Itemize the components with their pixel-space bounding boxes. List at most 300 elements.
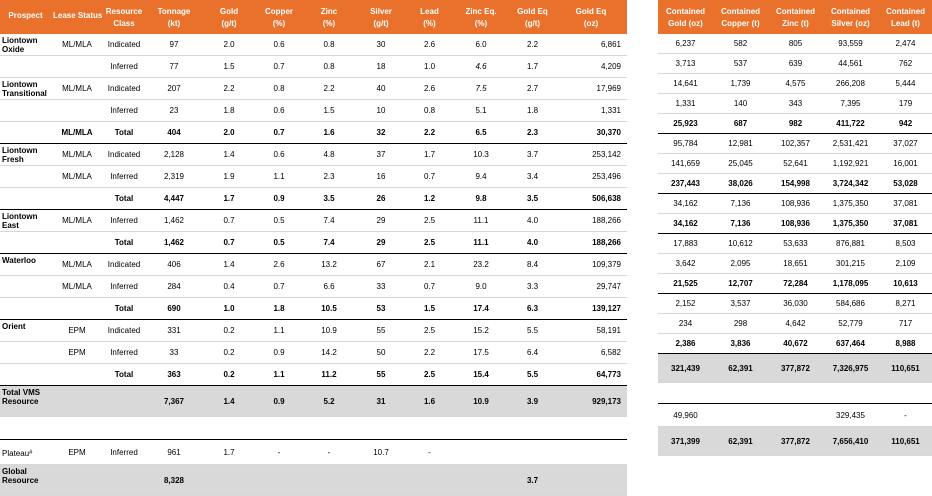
cell-gold-eq-gt: 1.7	[510, 56, 555, 78]
cell-copper: 0.7	[255, 56, 303, 78]
column-header-unit: (%)	[272, 18, 286, 28]
cell-copper	[255, 465, 303, 496]
cell-gold: 0.2	[203, 320, 255, 342]
table-row	[658, 214, 932, 234]
cell-gold-eq-oz: 64,773	[555, 364, 627, 386]
column-header	[407, 0, 452, 34]
column-header-name: Silver	[370, 6, 392, 16]
cell-c-lead: 2,109	[878, 254, 932, 274]
cell-gold-eq-oz	[555, 417, 627, 440]
cell-gold: 1.9	[203, 166, 255, 188]
cell-gold: 1.0	[203, 298, 255, 320]
cell-tonnage: 284	[145, 276, 203, 298]
cell-gold: 2.2	[203, 78, 255, 100]
column-header	[713, 0, 768, 34]
cell-zinc: 10.9	[303, 320, 355, 342]
cell-gold-eq-oz: 1,331	[555, 100, 627, 122]
cell-c-gold: 14,641	[658, 74, 713, 94]
column-header-name: Tonnage	[157, 6, 191, 16]
column-header-name: Gold	[219, 6, 239, 16]
table-row	[0, 56, 627, 78]
cell-tonnage: 4,447	[145, 188, 203, 210]
cell-gold: 1.7	[203, 440, 255, 465]
table-row	[0, 276, 627, 298]
cell-c-gold	[658, 383, 713, 404]
cell-gold: 1.4	[203, 144, 255, 166]
cell-copper: 2.6	[255, 254, 303, 276]
cell-zinc: 2.2	[303, 78, 355, 100]
cell-silver	[355, 417, 407, 440]
cell-class	[103, 386, 145, 417]
column-header-unit: (%)	[322, 18, 336, 28]
cell-tonnage: 23	[145, 100, 203, 122]
cell-c-zinc: 102,357	[768, 134, 823, 154]
cell-class: Indicated	[103, 320, 145, 342]
cell-c-lead: 37,027	[878, 134, 932, 154]
cell-lease: ML/MLA	[51, 166, 103, 188]
cell-silver: 29	[355, 232, 407, 254]
cell-gold-eq-gt: 4.0	[510, 232, 555, 254]
cell-class: Indicated	[103, 254, 145, 276]
cell-c-zinc: 108,936	[768, 214, 823, 234]
column-header	[555, 0, 627, 34]
table-row	[658, 334, 932, 354]
cell-zinc	[303, 417, 355, 440]
cell-lease: ML/MLA	[51, 276, 103, 298]
column-header-name: Resource	[105, 6, 143, 16]
cell-lease	[51, 298, 103, 320]
cell-zinc: 0.8	[303, 34, 355, 56]
cell-zinc-eq	[452, 440, 510, 465]
cell-class: Indicated	[103, 78, 145, 100]
cell-c-silver: 637,464	[823, 334, 878, 354]
cell-lead: 0.7	[407, 166, 452, 188]
cell-c-gold: 49,960	[658, 404, 713, 427]
column-header-unit: Copper (t)	[721, 18, 760, 28]
cell-lead: 2.2	[407, 342, 452, 364]
cell-gold-eq-oz	[555, 440, 627, 465]
cell-zinc-eq: 15.4	[452, 364, 510, 386]
column-header-name: Zinc Eq.	[465, 6, 497, 16]
cell-c-lead	[878, 383, 932, 404]
cell-lease: EPM	[51, 342, 103, 364]
cell-zinc-eq: 17.5	[452, 342, 510, 364]
table-row	[0, 210, 627, 232]
cell-prospect	[0, 100, 51, 122]
cell-tonnage: 404	[145, 122, 203, 144]
cell-c-zinc: 108,936	[768, 194, 823, 214]
cell-c-zinc: 377,872	[768, 354, 823, 383]
cell-gold-eq-oz: 4,209	[555, 56, 627, 78]
cell-silver: 32	[355, 122, 407, 144]
cell-lease: ML/MLA	[51, 122, 103, 144]
cell-lead: 1.2	[407, 188, 452, 210]
cell-copper: 0.6	[255, 34, 303, 56]
cell-c-copper: 38,026	[713, 174, 768, 194]
column-header-unit: (oz)	[583, 18, 599, 28]
cell-zinc: 13.2	[303, 254, 355, 276]
table-row	[0, 320, 627, 342]
table-row	[658, 194, 932, 214]
cell-c-copper: 62,391	[713, 354, 768, 383]
column-header-name: Copper	[265, 6, 293, 16]
column-header	[145, 0, 203, 34]
cell-class: Inferred	[103, 210, 145, 232]
cell-c-silver: 266,208	[823, 74, 878, 94]
cell-c-zinc: 18,651	[768, 254, 823, 274]
cell-c-gold: 3,642	[658, 254, 713, 274]
cell-c-lead: 110,651	[878, 354, 932, 383]
cell-gold-eq-gt: 3.5	[510, 188, 555, 210]
table-row	[0, 417, 627, 440]
cell-zinc: 5.2	[303, 386, 355, 417]
cell-zinc: 4.8	[303, 144, 355, 166]
cell-c-lead: 762	[878, 54, 932, 74]
cell-lead: 2.2	[407, 122, 452, 144]
cell-c-lead: 717	[878, 314, 932, 334]
column-header-name: Lead	[420, 6, 439, 16]
cell-c-silver: 584,686	[823, 294, 878, 314]
table-row	[0, 298, 627, 320]
cell-c-gold: 17,883	[658, 234, 713, 254]
cell-gold	[203, 417, 255, 440]
cell-zinc: 3.5	[303, 188, 355, 210]
column-header	[823, 0, 878, 34]
cell-class: Inferred	[103, 276, 145, 298]
cell-c-silver	[823, 383, 878, 404]
cell-c-gold: 34,162	[658, 194, 713, 214]
cell-gold-eq-gt: 1.8	[510, 100, 555, 122]
cell-c-gold: 141,659	[658, 154, 713, 174]
cell-c-gold: 237,443	[658, 174, 713, 194]
column-header-name: Contained	[720, 6, 761, 16]
cell-tonnage: 1,462	[145, 232, 203, 254]
cell-c-silver: 301,215	[823, 254, 878, 274]
cell-c-gold: 2,152	[658, 294, 713, 314]
table-row	[0, 364, 627, 386]
cell-lease	[51, 188, 103, 210]
column-header-unit: Zinc (t)	[782, 18, 809, 28]
table-header-row	[0, 0, 627, 34]
cell-zinc-eq: 5.1	[452, 100, 510, 122]
cell-lease: ML/MLA	[51, 144, 103, 166]
table-row	[658, 134, 932, 154]
cell-gold	[203, 465, 255, 496]
cell-class: Total	[103, 188, 145, 210]
cell-tonnage: 77	[145, 56, 203, 78]
cell-c-copper: 7,136	[713, 214, 768, 234]
cell-silver: 31	[355, 386, 407, 417]
column-header-name: Gold Eq	[575, 6, 607, 16]
cell-tonnage: 363	[145, 364, 203, 386]
cell-c-gold: 234	[658, 314, 713, 334]
cell-silver: 50	[355, 342, 407, 364]
cell-class: Indicated	[103, 144, 145, 166]
cell-c-silver: 93,559	[823, 34, 878, 54]
cell-c-gold: 6,237	[658, 34, 713, 54]
cell-gold-eq-gt: 3.9	[510, 386, 555, 417]
cell-c-copper: 12,707	[713, 274, 768, 294]
cell-gold-eq-oz: 58,191	[555, 320, 627, 342]
cell-copper: 0.6	[255, 144, 303, 166]
cell-c-zinc: 52,641	[768, 154, 823, 174]
cell-c-gold: 21,525	[658, 274, 713, 294]
column-header	[51, 0, 103, 34]
cell-zinc-eq	[452, 417, 510, 440]
cell-class: Total	[103, 364, 145, 386]
column-header-unit: (g/t)	[221, 18, 237, 28]
cell-c-silver: 1,192,921	[823, 154, 878, 174]
cell-silver: 37	[355, 144, 407, 166]
cell-silver: 10.7	[355, 440, 407, 465]
cell-c-zinc: 72,284	[768, 274, 823, 294]
cell-prospect: Liontown East	[0, 210, 51, 232]
table-row	[0, 144, 627, 166]
cell-c-silver: 876,881	[823, 234, 878, 254]
cell-c-silver: 1,178,095	[823, 274, 878, 294]
cell-gold: 1.4	[203, 386, 255, 417]
cell-gold-eq-gt	[510, 440, 555, 465]
cell-lead: 2.1	[407, 254, 452, 276]
cell-lead: 1.7	[407, 144, 452, 166]
cell-c-zinc: 40,672	[768, 334, 823, 354]
table-row	[0, 122, 627, 144]
cell-c-lead: 37,081	[878, 214, 932, 234]
column-header-name: Contained	[775, 6, 816, 16]
cell-lease	[51, 417, 103, 440]
cell-c-gold: 371,399	[658, 427, 713, 456]
cell-c-gold: 1,331	[658, 94, 713, 114]
table-row	[658, 234, 932, 254]
column-header-unit: (%)	[474, 18, 488, 28]
cell-prospect	[0, 232, 51, 254]
cell-lease	[51, 56, 103, 78]
cell-c-silver: 411,722	[823, 114, 878, 134]
cell-zinc: -	[303, 440, 355, 465]
column-header-name: Gold Eq	[517, 6, 548, 16]
footnote-marker: #	[29, 449, 33, 456]
cell-lease: ML/MLA	[51, 254, 103, 276]
column-header-unit: (kt)	[167, 18, 181, 28]
cell-silver: 26	[355, 188, 407, 210]
column-header	[658, 0, 713, 34]
cell-gold: 2.0	[203, 34, 255, 56]
table-row	[0, 166, 627, 188]
cell-gold: 1.7	[203, 188, 255, 210]
table-row	[0, 100, 627, 122]
cell-class: Inferred	[103, 100, 145, 122]
column-header-unit: (g/t)	[373, 18, 389, 28]
cell-lease	[51, 364, 103, 386]
cell-zinc-eq: 9.0	[452, 276, 510, 298]
table-row	[658, 174, 932, 194]
cell-c-silver: 44,561	[823, 54, 878, 74]
table-row	[658, 294, 932, 314]
cell-zinc-eq: 11.1	[452, 210, 510, 232]
cell-copper: 0.6	[255, 100, 303, 122]
cell-c-copper: 12,981	[713, 134, 768, 154]
cell-class: Inferred	[103, 342, 145, 364]
table-row	[658, 34, 932, 54]
cell-gold-eq-oz: 17,969	[555, 78, 627, 100]
table-row	[658, 74, 932, 94]
cell-c-lead: 16,001	[878, 154, 932, 174]
cell-gold-eq-oz: 188,266	[555, 232, 627, 254]
cell-copper: 1.8	[255, 298, 303, 320]
cell-gold-eq-oz: 929,173	[555, 386, 627, 417]
cell-lease	[51, 386, 103, 417]
cell-c-gold: 321,439	[658, 354, 713, 383]
table-row	[0, 254, 627, 276]
cell-c-gold: 3,713	[658, 54, 713, 74]
cell-silver: 16	[355, 166, 407, 188]
table-row	[658, 354, 932, 383]
cell-zinc-eq: 9.4	[452, 166, 510, 188]
cell-lease: EPM	[51, 440, 103, 465]
cell-prospect: Total VMS Resource	[0, 386, 51, 417]
cell-copper	[255, 417, 303, 440]
cell-class: Inferred	[103, 166, 145, 188]
cell-copper: 0.7	[255, 276, 303, 298]
cell-prospect: Liontown Fresh	[0, 144, 51, 166]
cell-c-copper: 1,739	[713, 74, 768, 94]
cell-c-lead: 8,988	[878, 334, 932, 354]
cell-gold-eq-oz: 188,266	[555, 210, 627, 232]
cell-gold: 0.2	[203, 364, 255, 386]
column-header	[768, 0, 823, 34]
cell-c-silver: 7,395	[823, 94, 878, 114]
cell-lease	[51, 232, 103, 254]
cell-c-zinc: 36,030	[768, 294, 823, 314]
cell-gold-eq-gt: 6.3	[510, 298, 555, 320]
cell-c-silver: 1,375,350	[823, 194, 878, 214]
cell-c-zinc: 377,872	[768, 427, 823, 456]
cell-class	[103, 417, 145, 440]
cell-c-lead: 53,028	[878, 174, 932, 194]
cell-lease: ML/MLA	[51, 210, 103, 232]
cell-lead	[407, 465, 452, 496]
column-header	[878, 0, 932, 34]
cell-gold: 2.0	[203, 122, 255, 144]
cell-zinc-eq: 4.6	[452, 56, 510, 78]
cell-lease	[51, 465, 103, 496]
cell-silver: 29	[355, 210, 407, 232]
cell-c-silver: 7,656,410	[823, 427, 878, 456]
cell-zinc: 7.4	[303, 232, 355, 254]
cell-zinc: 7.4	[303, 210, 355, 232]
cell-c-gold: 34,162	[658, 214, 713, 234]
cell-tonnage: 1,462	[145, 210, 203, 232]
cell-c-silver: 1,375,350	[823, 214, 878, 234]
cell-zinc-eq: 15.2	[452, 320, 510, 342]
cell-zinc: 11.2	[303, 364, 355, 386]
cell-c-silver: 3,724,342	[823, 174, 878, 194]
cell-c-gold: 2,386	[658, 334, 713, 354]
cell-prospect	[0, 56, 51, 78]
cell-c-lead: 110,651	[878, 427, 932, 456]
cell-zinc	[303, 465, 355, 496]
cell-lead: 2.6	[407, 78, 452, 100]
table-row	[658, 427, 932, 456]
cell-zinc: 2.3	[303, 166, 355, 188]
cell-lead: 2.5	[407, 320, 452, 342]
cell-c-zinc	[768, 404, 823, 427]
cell-lead: 0.7	[407, 276, 452, 298]
cell-prospect	[0, 188, 51, 210]
cell-zinc: 14.2	[303, 342, 355, 364]
cell-lead	[407, 417, 452, 440]
cell-c-copper: 687	[713, 114, 768, 134]
column-header-name: Prospect	[8, 11, 43, 20]
table-row	[658, 54, 932, 74]
cell-tonnage: 97	[145, 34, 203, 56]
cell-zinc-eq: 10.9	[452, 386, 510, 417]
column-header-unit: Class	[113, 18, 135, 28]
cell-gold-eq-oz: 30,370	[555, 122, 627, 144]
cell-lead: 0.8	[407, 100, 452, 122]
cell-gold-eq-gt: 3.7	[510, 465, 555, 496]
cell-prospect: Waterloo	[0, 254, 51, 276]
cell-c-copper: 298	[713, 314, 768, 334]
cell-c-copper: 62,391	[713, 427, 768, 456]
column-header	[203, 0, 255, 34]
cell-lead: 2.6	[407, 34, 452, 56]
cell-zinc: 1.5	[303, 100, 355, 122]
cell-c-lead: 2,474	[878, 34, 932, 54]
column-header-unit: (%)	[423, 18, 436, 28]
cell-gold-eq-gt: 8.4	[510, 254, 555, 276]
cell-c-silver: 2,531,421	[823, 134, 878, 154]
cell-tonnage: 8,328	[145, 465, 203, 496]
table-row	[0, 342, 627, 364]
column-header	[0, 0, 51, 34]
cell-class: Inferred	[103, 56, 145, 78]
cell-zinc: 0.8	[303, 56, 355, 78]
cell-tonnage: 406	[145, 254, 203, 276]
cell-lead: 2.5	[407, 232, 452, 254]
cell-c-lead: 942	[878, 114, 932, 134]
cell-tonnage: 961	[145, 440, 203, 465]
cell-zinc-eq: 11.1	[452, 232, 510, 254]
column-header-name: Contained	[885, 6, 926, 16]
cell-silver: 55	[355, 364, 407, 386]
cell-c-lead: 8,271	[878, 294, 932, 314]
cell-tonnage: 2,128	[145, 144, 203, 166]
cell-copper: 1.1	[255, 364, 303, 386]
cell-prospect	[0, 122, 51, 144]
column-header-unit: (g/t)	[524, 18, 541, 28]
cell-c-copper: 537	[713, 54, 768, 74]
cell-silver: 33	[355, 276, 407, 298]
cell-gold: 0.7	[203, 232, 255, 254]
cell-c-zinc	[768, 383, 823, 404]
cell-class: Indicated	[103, 34, 145, 56]
table-row	[658, 383, 932, 404]
cell-zinc-eq: 17.4	[452, 298, 510, 320]
cell-prospect: Plateau#	[0, 440, 51, 465]
cell-gold-eq-gt: 2.2	[510, 34, 555, 56]
cell-c-copper: 3,836	[713, 334, 768, 354]
column-header	[355, 0, 407, 34]
cell-silver: 18	[355, 56, 407, 78]
cell-tonnage	[145, 417, 203, 440]
cell-gold: 1.8	[203, 100, 255, 122]
cell-gold-eq-gt: 3.4	[510, 166, 555, 188]
column-header-name: Contained	[665, 6, 706, 16]
cell-gold-eq-oz: 109,379	[555, 254, 627, 276]
column-header-name: Lease Status	[53, 11, 103, 20]
cell-prospect: Global Resource	[0, 465, 51, 496]
